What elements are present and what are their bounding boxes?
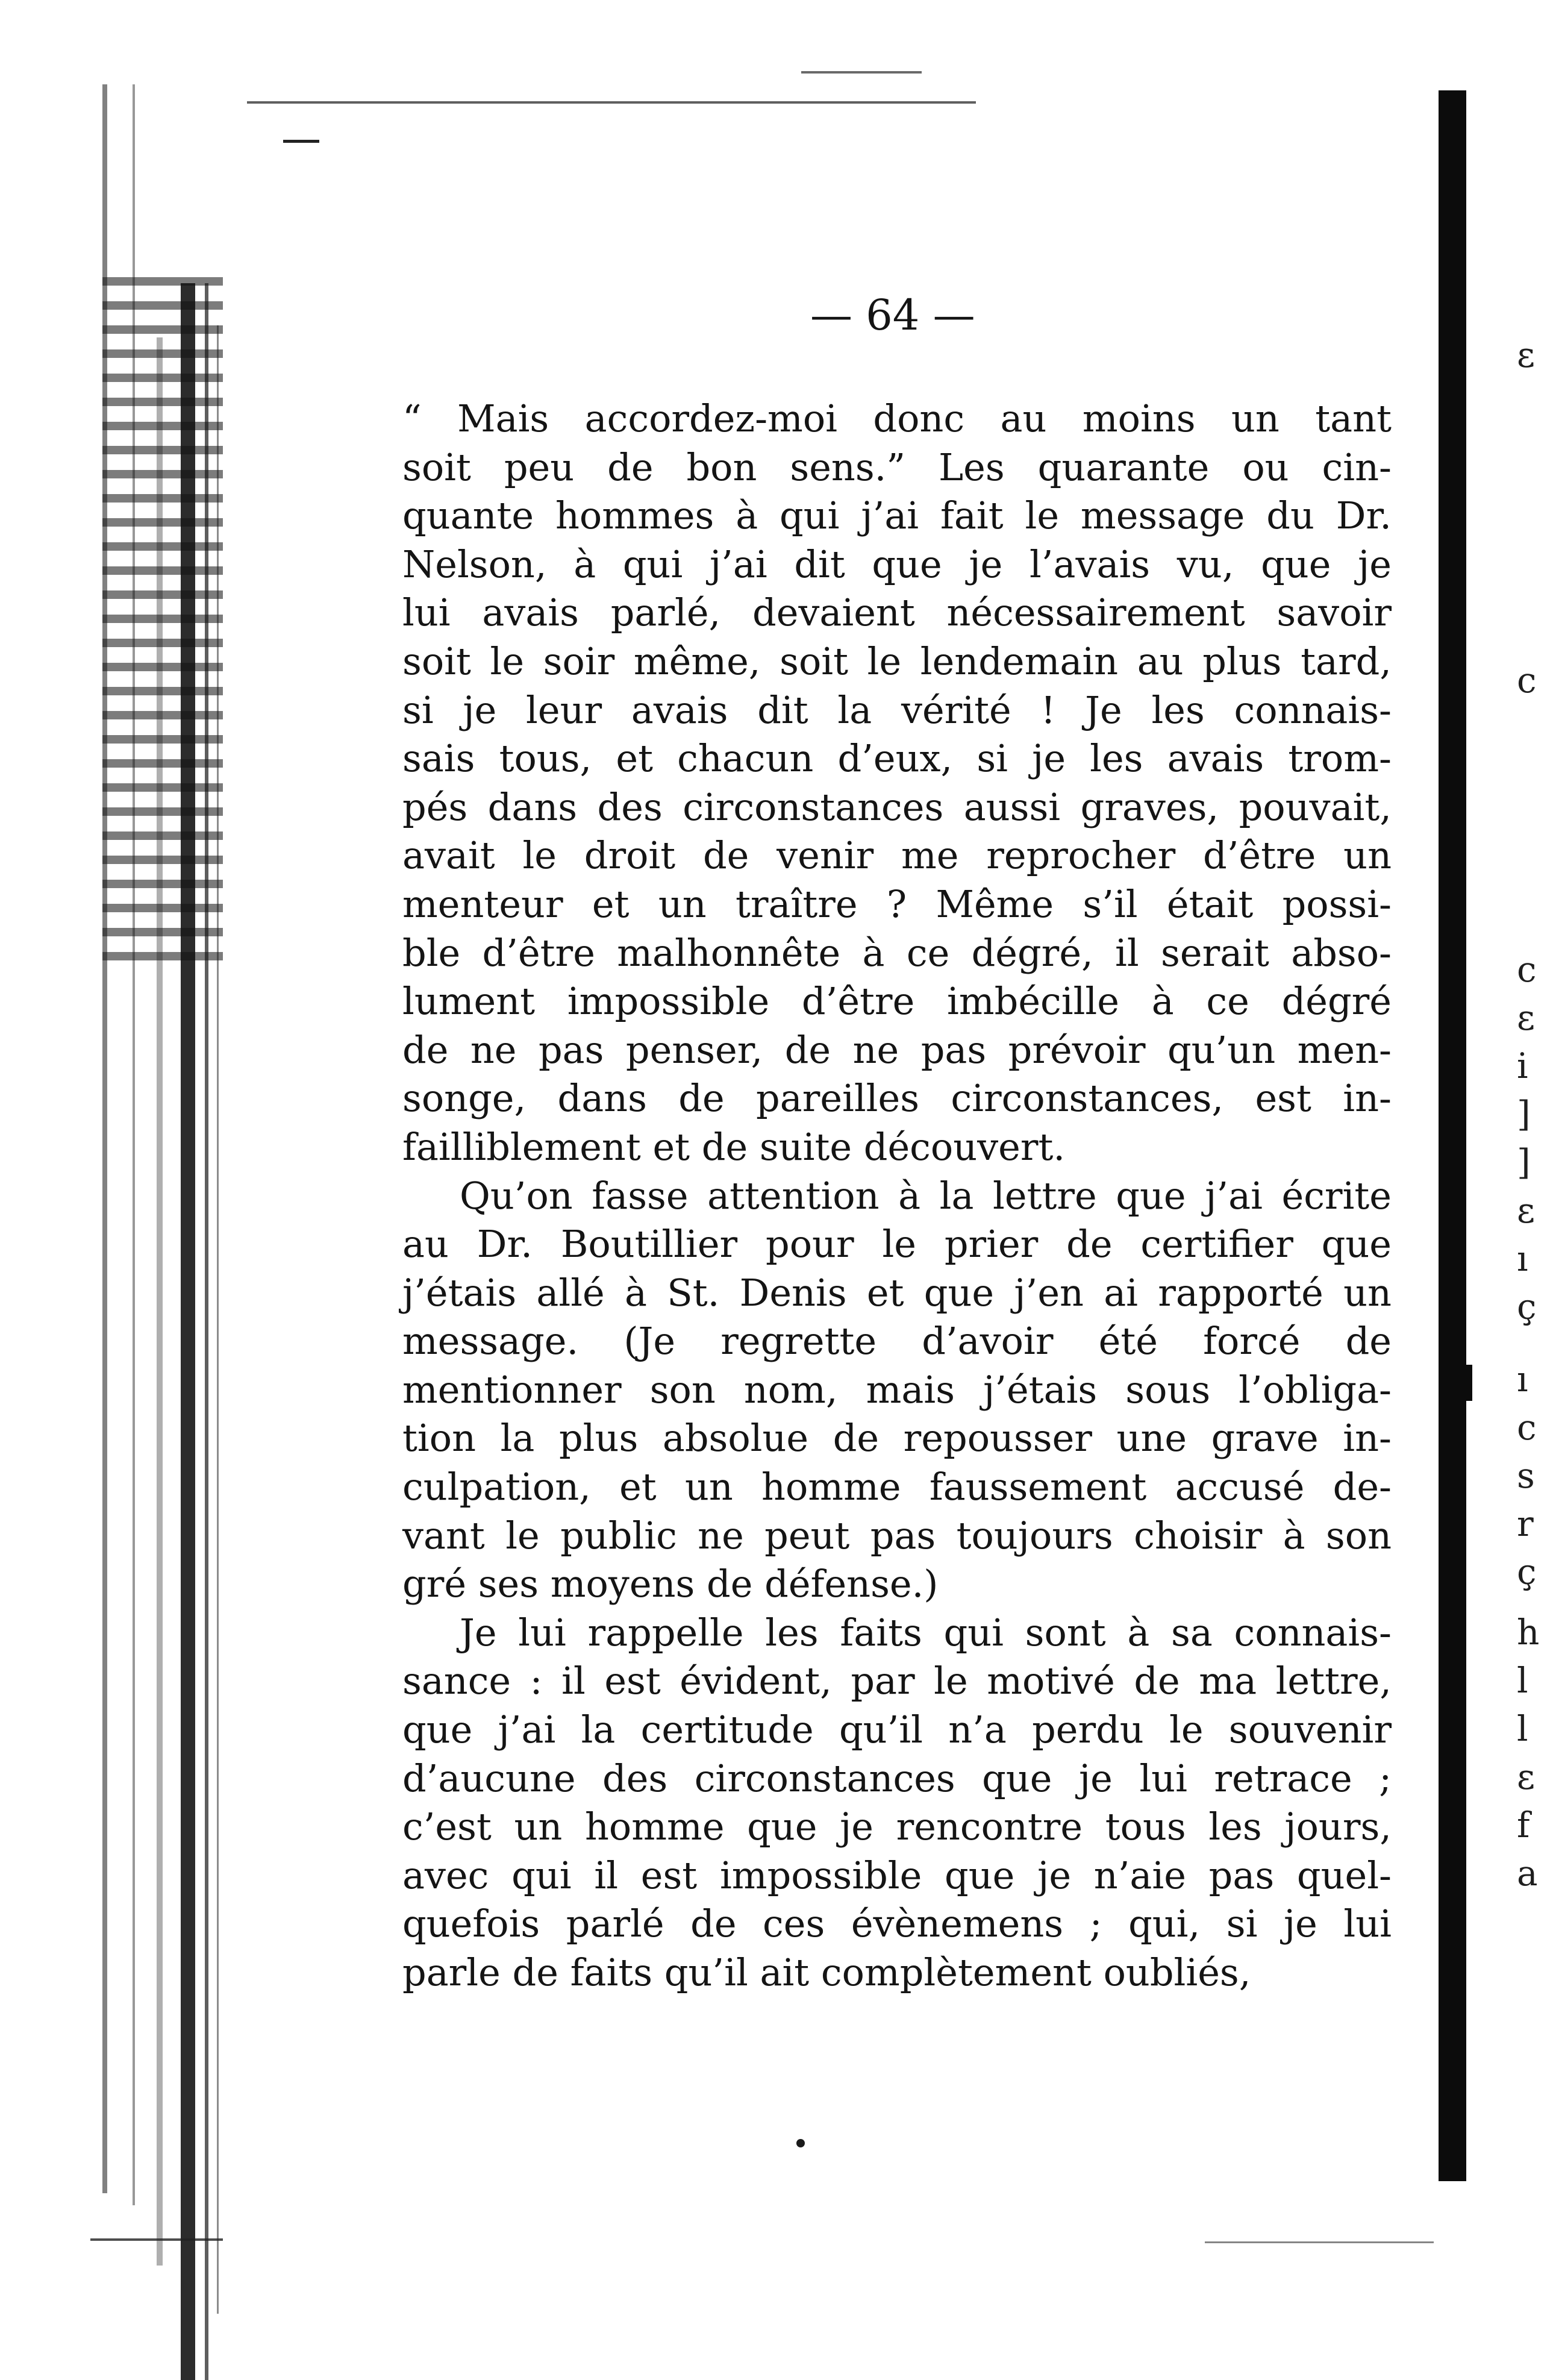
text-line: tion la plus absolue de repousser une grave in-	[402, 1416, 1392, 1461]
bleed-letter: i	[1517, 1045, 1528, 1086]
text-line: menteur et un traître ? Même s’il était possi-	[402, 882, 1392, 926]
bleed-letter: f	[1517, 1805, 1530, 1846]
bleed-letter: r	[1517, 1503, 1534, 1544]
bleed-letter: c	[1517, 949, 1537, 990]
bleed-letter: ɛ	[1517, 997, 1536, 1038]
bleed-letter: s	[1517, 1455, 1535, 1496]
paragraph	[402, 395, 1392, 1172]
text-line: c’est un homme que je rencontre tous les jours,	[402, 1805, 1392, 1849]
text-line: songe, dans de pareilles circonstances, est in-	[402, 1076, 1392, 1121]
text-line: gré ses moyens de défense.)	[402, 1562, 939, 1606]
text-line: avait le droit de venir me reprocher d’être un	[402, 833, 1392, 878]
text-line: soit le soir même, soit le lendemain au plus tard,	[402, 639, 1392, 683]
text-line: sais tous, et chacun d’eux, si je les avais trom-	[402, 736, 1392, 781]
bleed-letter: l	[1517, 1708, 1528, 1749]
bottom-rule	[1205, 2241, 1434, 2243]
ink-dot	[796, 2139, 805, 2147]
text-line: message. (Je regrette d’avoir été forcé de	[402, 1319, 1392, 1364]
top-rule	[247, 101, 976, 104]
bleed-letter: ɛ	[1517, 1190, 1536, 1231]
text-line: Nelson, à qui j’ai dit que je l’avais vu, que je	[402, 542, 1392, 586]
text-line: sance : il est évident, par le motivé de ma lettre,	[402, 1659, 1392, 1703]
top-dash-rule	[801, 71, 922, 74]
facing-page-spine-shadow	[1439, 90, 1466, 2181]
bleed-letter: ç	[1517, 1286, 1537, 1327]
body-text	[402, 395, 1392, 1997]
text-line: vant le public ne peut pas toujours choisir à son	[402, 1513, 1392, 1558]
binding-gutter-shadow	[90, 84, 229, 2229]
bleed-letter: c	[1517, 1407, 1537, 1448]
bleed-letter: ]	[1517, 1094, 1531, 1135]
text-line: j’étais allé à St. Denis et que j’en ai rapporté un	[402, 1270, 1392, 1315]
bleed-letter: ç	[1517, 1552, 1537, 1592]
bleed-letter: ɛ	[1517, 1756, 1536, 1797]
text-line: pés dans des circonstances aussi graves, pouvait,	[402, 784, 1392, 829]
text-line: d’aucune des circonstances que je lui retrace ;	[402, 1756, 1392, 1800]
text-line: que j’ai la certitude qu’il n’a perdu le souvenir	[402, 1708, 1392, 1752]
text-line: “ Mais accordez-moi donc au moins un tant	[402, 396, 1392, 440]
text-line: failliblement et de suite découvert.	[402, 1124, 1066, 1169]
text-line: mentionner son nom, mais j’étais sous l’obliga-	[402, 1367, 1392, 1412]
bleed-letter: h	[1517, 1612, 1540, 1653]
text-line: quefois parlé de ces évènemens ; qui, si je lui	[402, 1902, 1392, 1946]
bleed-letter: ɛ	[1517, 334, 1536, 375]
text-line: au Dr. Boutillier pour le prier de certifier que	[402, 1222, 1392, 1267]
text-line: lui avais parlé, devaient nécessairement savoir	[402, 590, 1392, 635]
bleed-letter: ı	[1517, 1359, 1528, 1400]
paragraph	[402, 1609, 1392, 1997]
facing-page-bleed	[1512, 0, 1553, 2296]
bleed-letter: l	[1517, 1660, 1528, 1701]
gutter-bars	[102, 277, 223, 970]
bleed-letter: ]	[1517, 1142, 1531, 1183]
spine-notch	[1466, 1365, 1472, 1401]
page-number: — 64 —	[810, 290, 975, 340]
text-line: parle de faits qu’il ait complètement oubliés,	[402, 1950, 1251, 1994]
text-line: quante hommes à qui j’ai fait le message du Dr.	[402, 493, 1392, 538]
bleed-letter: c	[1517, 660, 1537, 701]
text-line: si je leur avais dit la vérité ! Je les connais-	[402, 687, 1392, 732]
text-line: culpation, et un homme faussement accusé de-	[402, 1465, 1392, 1509]
text-line: soit peu de bon sens.” Les quarante ou cin-	[402, 445, 1392, 489]
bleed-letter: a	[1517, 1853, 1538, 1894]
text-line: de ne pas penser, de ne pas prévoir qu’un men-	[402, 1027, 1392, 1072]
text-line: avec qui il est impossible que je n’aie pas quel-	[402, 1853, 1392, 1897]
text-line: Qu’on fasse attention à la lettre que j’ai écrite	[460, 1173, 1392, 1218]
text-line: Je lui rappelle les faits qui sont à sa connais-	[460, 1610, 1392, 1655]
text-line: lument impossible d’être imbécille à ce dégré	[402, 979, 1392, 1024]
paragraph	[402, 1172, 1392, 1609]
small-dash-mark	[283, 140, 319, 143]
bleed-letter: ı	[1517, 1238, 1528, 1279]
bottom-left-rule	[90, 2238, 223, 2241]
text-line: ble d’être malhonnête à ce dégré, il serait abso-	[402, 930, 1392, 975]
